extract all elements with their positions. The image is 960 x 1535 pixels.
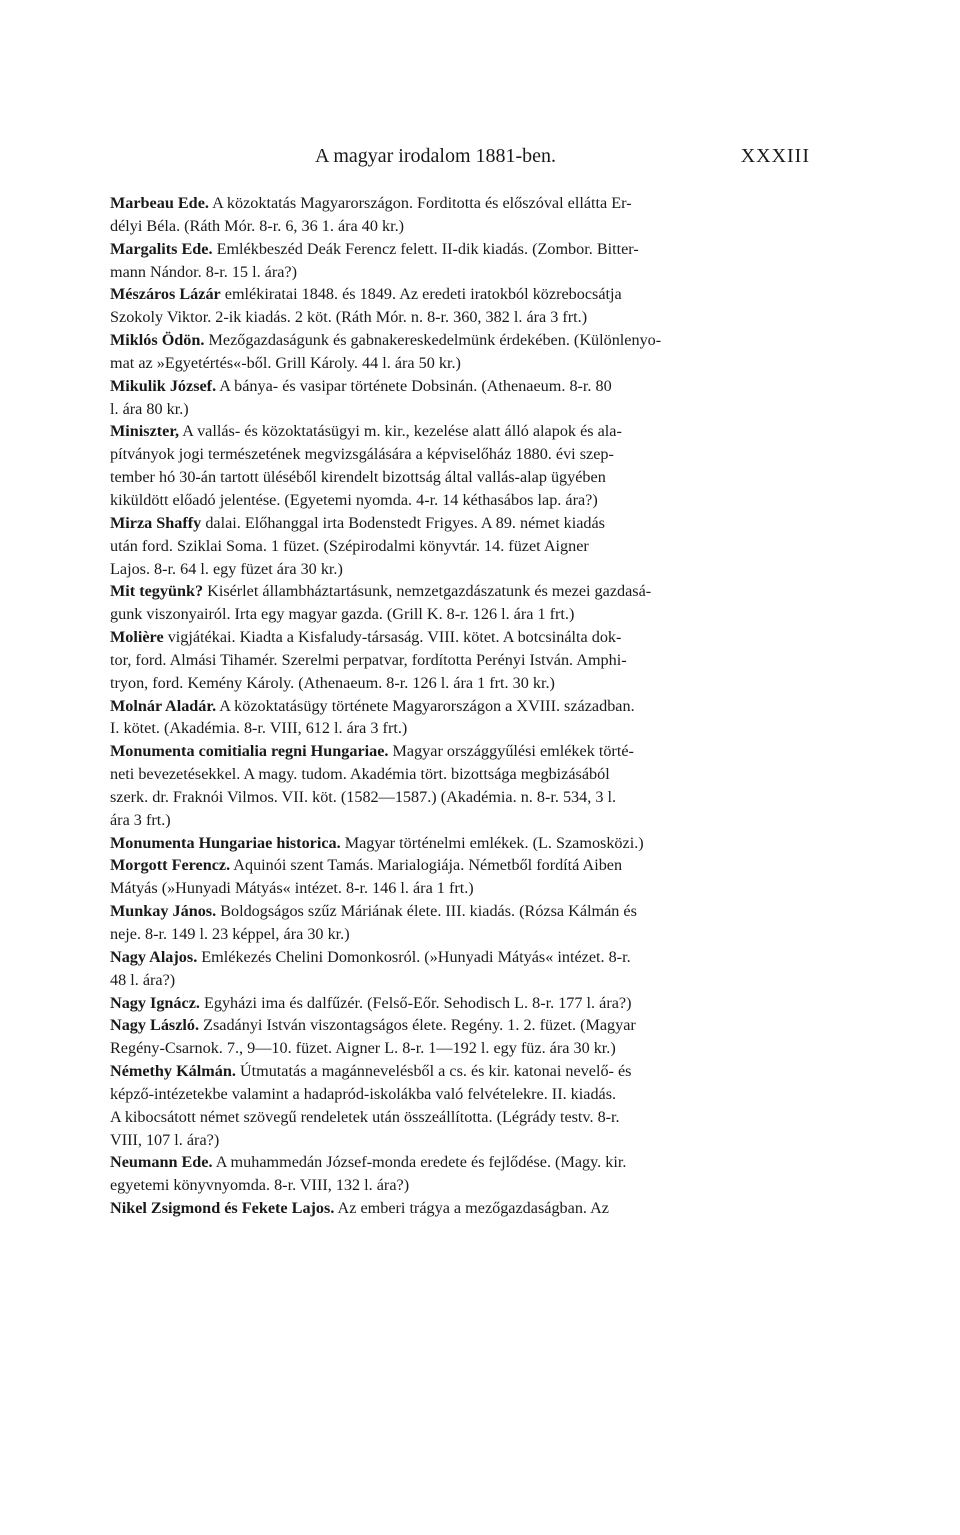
- bibliography-entry: [110, 946, 812, 992]
- entry-line: [110, 283, 812, 306]
- entry-line: l. ára 80 kr.): [110, 399, 189, 418]
- bibliography-entry: [110, 375, 812, 421]
- bibliography-entry: [110, 283, 812, 329]
- entry-author: Mit tegyünk?: [110, 582, 204, 601]
- bibliography-entry: [110, 329, 812, 375]
- bibliography-entry: [110, 580, 812, 626]
- entry-text: A bánya- és vasipar története Dobsinán. (Athenaeum. 8-r. 80: [216, 376, 612, 395]
- entry-line: [110, 900, 812, 923]
- bibliography-entry: [110, 1014, 812, 1060]
- entry-author: Morgott Ferencz.: [110, 856, 231, 875]
- entry-line: képző-intézetekbe valamint a hadapród-iskolákba való felvételekre. II. kiadás.: [110, 1084, 617, 1103]
- entry-line: tor, ford. Almási Tihamér. Szerelmi perpatvar, fordította Perényi István. Amphi-: [110, 650, 627, 669]
- entry-line: ára 3 frt.): [110, 810, 171, 829]
- entry-author: Miklós Ödön.: [110, 331, 205, 350]
- entry-line: kiküldött előadó jelentése. (Egyetemi nyomda. 4-r. 14 kéthasábos lap. ára?): [110, 490, 598, 509]
- entry-line: tember hó 30-án tartott üléséből kirendelt bizottság által vallás-alap ügyében: [110, 468, 606, 487]
- entry-text: Zsadányi István viszontagságos élete. Regény. 1. 2. füzet. (Magyar: [199, 1016, 636, 1035]
- entry-line: [110, 329, 812, 352]
- entry-author: Nagy Alajos.: [110, 947, 198, 966]
- entry-text: A vallás- és közoktatásügyi m. kir., kezelése alatt álló alapok és ala-: [179, 422, 622, 441]
- entry-text: Az emberi trágya a mezőgazdaságban. Az: [334, 1199, 609, 1218]
- entry-author: Munkay János.: [110, 902, 217, 921]
- page-number: XXXIII: [740, 145, 810, 167]
- entry-author: Monumenta Hungariae historica.: [110, 833, 341, 852]
- entry-line: után ford. Sziklai Soma. 1 füzet. (Szépirodalmi könyvtár. 14. füzet Aigner: [110, 536, 589, 555]
- entry-line: [110, 580, 812, 603]
- entry-line: egyetemi könyvnyomda. 8-r. VIII, 132 l. ára?): [110, 1176, 410, 1195]
- entry-author: Marbeau Ede.: [110, 194, 209, 212]
- entry-author: Molière: [110, 628, 164, 647]
- entry-line: Mátyás (»Hunyadi Mátyás« intézet. 8-r. 146 l. ára 1 frt.): [110, 879, 474, 898]
- entry-line: [110, 512, 812, 535]
- entry-author: Margalits Ede.: [110, 239, 213, 258]
- entry-text: Magyar országgyűlési emlékek törté-: [388, 742, 634, 761]
- bibliography-entry: [110, 420, 812, 511]
- entry-line: szerk. dr. Fraknói Vilmos. VII. köt. (1582—1587.) (Akadémia. n. 8-r. 534, 3 l.: [110, 787, 617, 806]
- entry-line: [110, 192, 812, 215]
- entry-author: Mészáros Lázár: [110, 285, 221, 304]
- page-header: [110, 145, 810, 175]
- entry-line: [110, 854, 812, 877]
- entry-author: Mirza Shaffy: [110, 513, 202, 532]
- bibliography-entry: [110, 512, 812, 581]
- entry-line: [110, 626, 812, 649]
- entry-text: Egyházi ima és dalfűzér. (Felső-Eőr. Sehodisch L. 8-r. 177 l. ára?): [199, 993, 632, 1012]
- entry-author: Molnár Aladár.: [110, 696, 217, 715]
- entry-author: Nagy László.: [110, 1016, 200, 1035]
- bibliography-entry: [110, 192, 812, 238]
- bibliography-entry: [110, 992, 812, 1015]
- bibliography-list: [110, 192, 812, 1220]
- entry-line: [110, 740, 812, 763]
- entry-line: délyi Béla. (Ráth Mór. 8-r. 6, 36 1. ára 40 kr.): [110, 216, 405, 235]
- entry-line: [110, 1014, 812, 1037]
- entry-line: tryon, ford. Kemény Károly. (Athenaeum. 8-r. 126 l. ára 1 frt. 30 kr.): [110, 673, 555, 692]
- entry-line: Regény-Csarnok. 7., 9—10. füzet. Aigner L. 8-r. 1—192 l. egy füz. ára 30 kr.): [110, 1039, 616, 1058]
- entry-author: Nikel Zsigmond és Fekete Lajos.: [110, 1199, 335, 1218]
- entry-text: emlékiratai 1848. és 1849. Az eredeti iratokból közrebocsátja: [220, 285, 622, 304]
- entry-line: Lajos. 8-r. 64 l. egy füzet ára 30 kr.): [110, 559, 343, 578]
- entry-author: Mikulik József.: [110, 376, 217, 395]
- entry-author: Némethy Kálmán.: [110, 1062, 236, 1081]
- bibliography-entry: [110, 1151, 812, 1197]
- entry-line: pítványok jogi természetének megvizsgálására a képviselőház 1880. évi szep-: [110, 445, 614, 464]
- entry-text: Aquinói szent Tamás. Marialogiája. Németből fordítá Aiben: [230, 856, 623, 875]
- entry-line: [110, 1197, 812, 1220]
- bibliography-entry: [110, 1197, 812, 1220]
- entry-text: dalai. Előhanggal irta Bodenstedt Frigyes. A 89. német kiadás: [201, 513, 605, 532]
- entry-text: Útmutatás a magánnevelésből a cs. és kir. katonai nevelő- és: [235, 1062, 632, 1081]
- entry-author: Monumenta comitialia regni Hungariae.: [110, 742, 389, 761]
- entry-text: Emlékezés Chelini Domonkosról. (»Hunyadi Mátyás« intézet. 8-r.: [197, 947, 631, 966]
- entry-text: Emlékbeszéd Deák Ferencz felett. II-dik kiadás. (Zombor. Bitter-: [212, 239, 639, 258]
- entry-author: Nagy Ignácz.: [110, 993, 200, 1012]
- bibliography-entry: [110, 832, 812, 855]
- entry-line: I. kötet. (Akadémia. 8-r. VIII, 612 l. ára 3 frt.): [110, 719, 408, 738]
- entry-text: vigjátékai. Kiadta a Kisfaludy-társaság. VIII. kötet. A botcsinálta dok-: [163, 628, 622, 647]
- entry-line: A kibocsátott német szövegű rendeletek után összeállította. (Légrády testv. 8-r.: [110, 1107, 620, 1126]
- entry-line: neje. 8-r. 149 l. 23 képpel, ára 30 kr.): [110, 925, 350, 943]
- entry-text: Mezőgazdaságunk és gabnakereskedelmünk érdekében. (Különlenyo-: [204, 331, 662, 350]
- bibliography-entry: [110, 238, 812, 284]
- entry-line: [110, 695, 812, 718]
- entry-line: VIII, 107 l. ára?): [110, 1130, 220, 1149]
- bibliography-entry: [110, 740, 812, 831]
- entry-line: mann Nándor. 8-r. 15 l. ára?): [110, 262, 297, 281]
- bibliography-entry: [110, 900, 812, 946]
- entry-author: Neumann Ede.: [110, 1153, 213, 1172]
- entry-line: [110, 1060, 812, 1083]
- entry-line: 48 l. ára?): [110, 970, 176, 989]
- entry-line: mat az »Egyetértés«-ből. Grill Károly. 44 l. ára 50 kr.): [110, 353, 461, 372]
- entry-text: Magyar történelmi emlékek. (L. Szamosközi.): [340, 833, 644, 852]
- running-title: A magyar irodalom 1881-ben.: [315, 145, 557, 167]
- bibliography-entry: [110, 1060, 812, 1151]
- entry-line: neti bevezetésekkel. A magy. tudom. Akadémia tört. bizottsága megbizásából: [110, 765, 610, 784]
- entry-text: A közoktatás Magyarországon. Forditotta és előszóval ellátta Er-: [208, 194, 632, 212]
- bibliography-entry: [110, 626, 812, 695]
- entry-text: Boldogságos szűz Máriának élete. III. kiadás. (Rózsa Kálmán és: [216, 902, 637, 921]
- entry-line: gunk viszonyairól. Irta egy magyar gazda. (Grill K. 8-r. 126 l. ára 1 frt.): [110, 605, 575, 624]
- entry-line: [110, 1151, 812, 1174]
- entry-line: [110, 832, 812, 855]
- entry-text: A muhammedán József-monda eredete és fejlődése. (Magy. kir.: [212, 1153, 627, 1172]
- bibliography-entry: [110, 695, 812, 741]
- entry-line: [110, 238, 812, 261]
- bibliography-entry: [110, 854, 812, 900]
- entry-line: Szokoly Viktor. 2-ik kiadás. 2 köt. (Ráth Mór. n. 8-r. 360, 382 l. ára 3 frt.): [110, 308, 588, 327]
- entry-text: Kisérlet állambháztartásunk, nemzetgazdászatunk és mezei gazdasá-: [203, 582, 652, 601]
- entry-line: [110, 946, 812, 969]
- entry-line: [110, 992, 812, 1015]
- entry-line: [110, 375, 812, 398]
- entry-line: [110, 420, 812, 443]
- entry-text: A közoktatásügy története Magyarországon a XVIII. században.: [216, 696, 635, 715]
- entry-author: Miniszter,: [110, 422, 180, 441]
